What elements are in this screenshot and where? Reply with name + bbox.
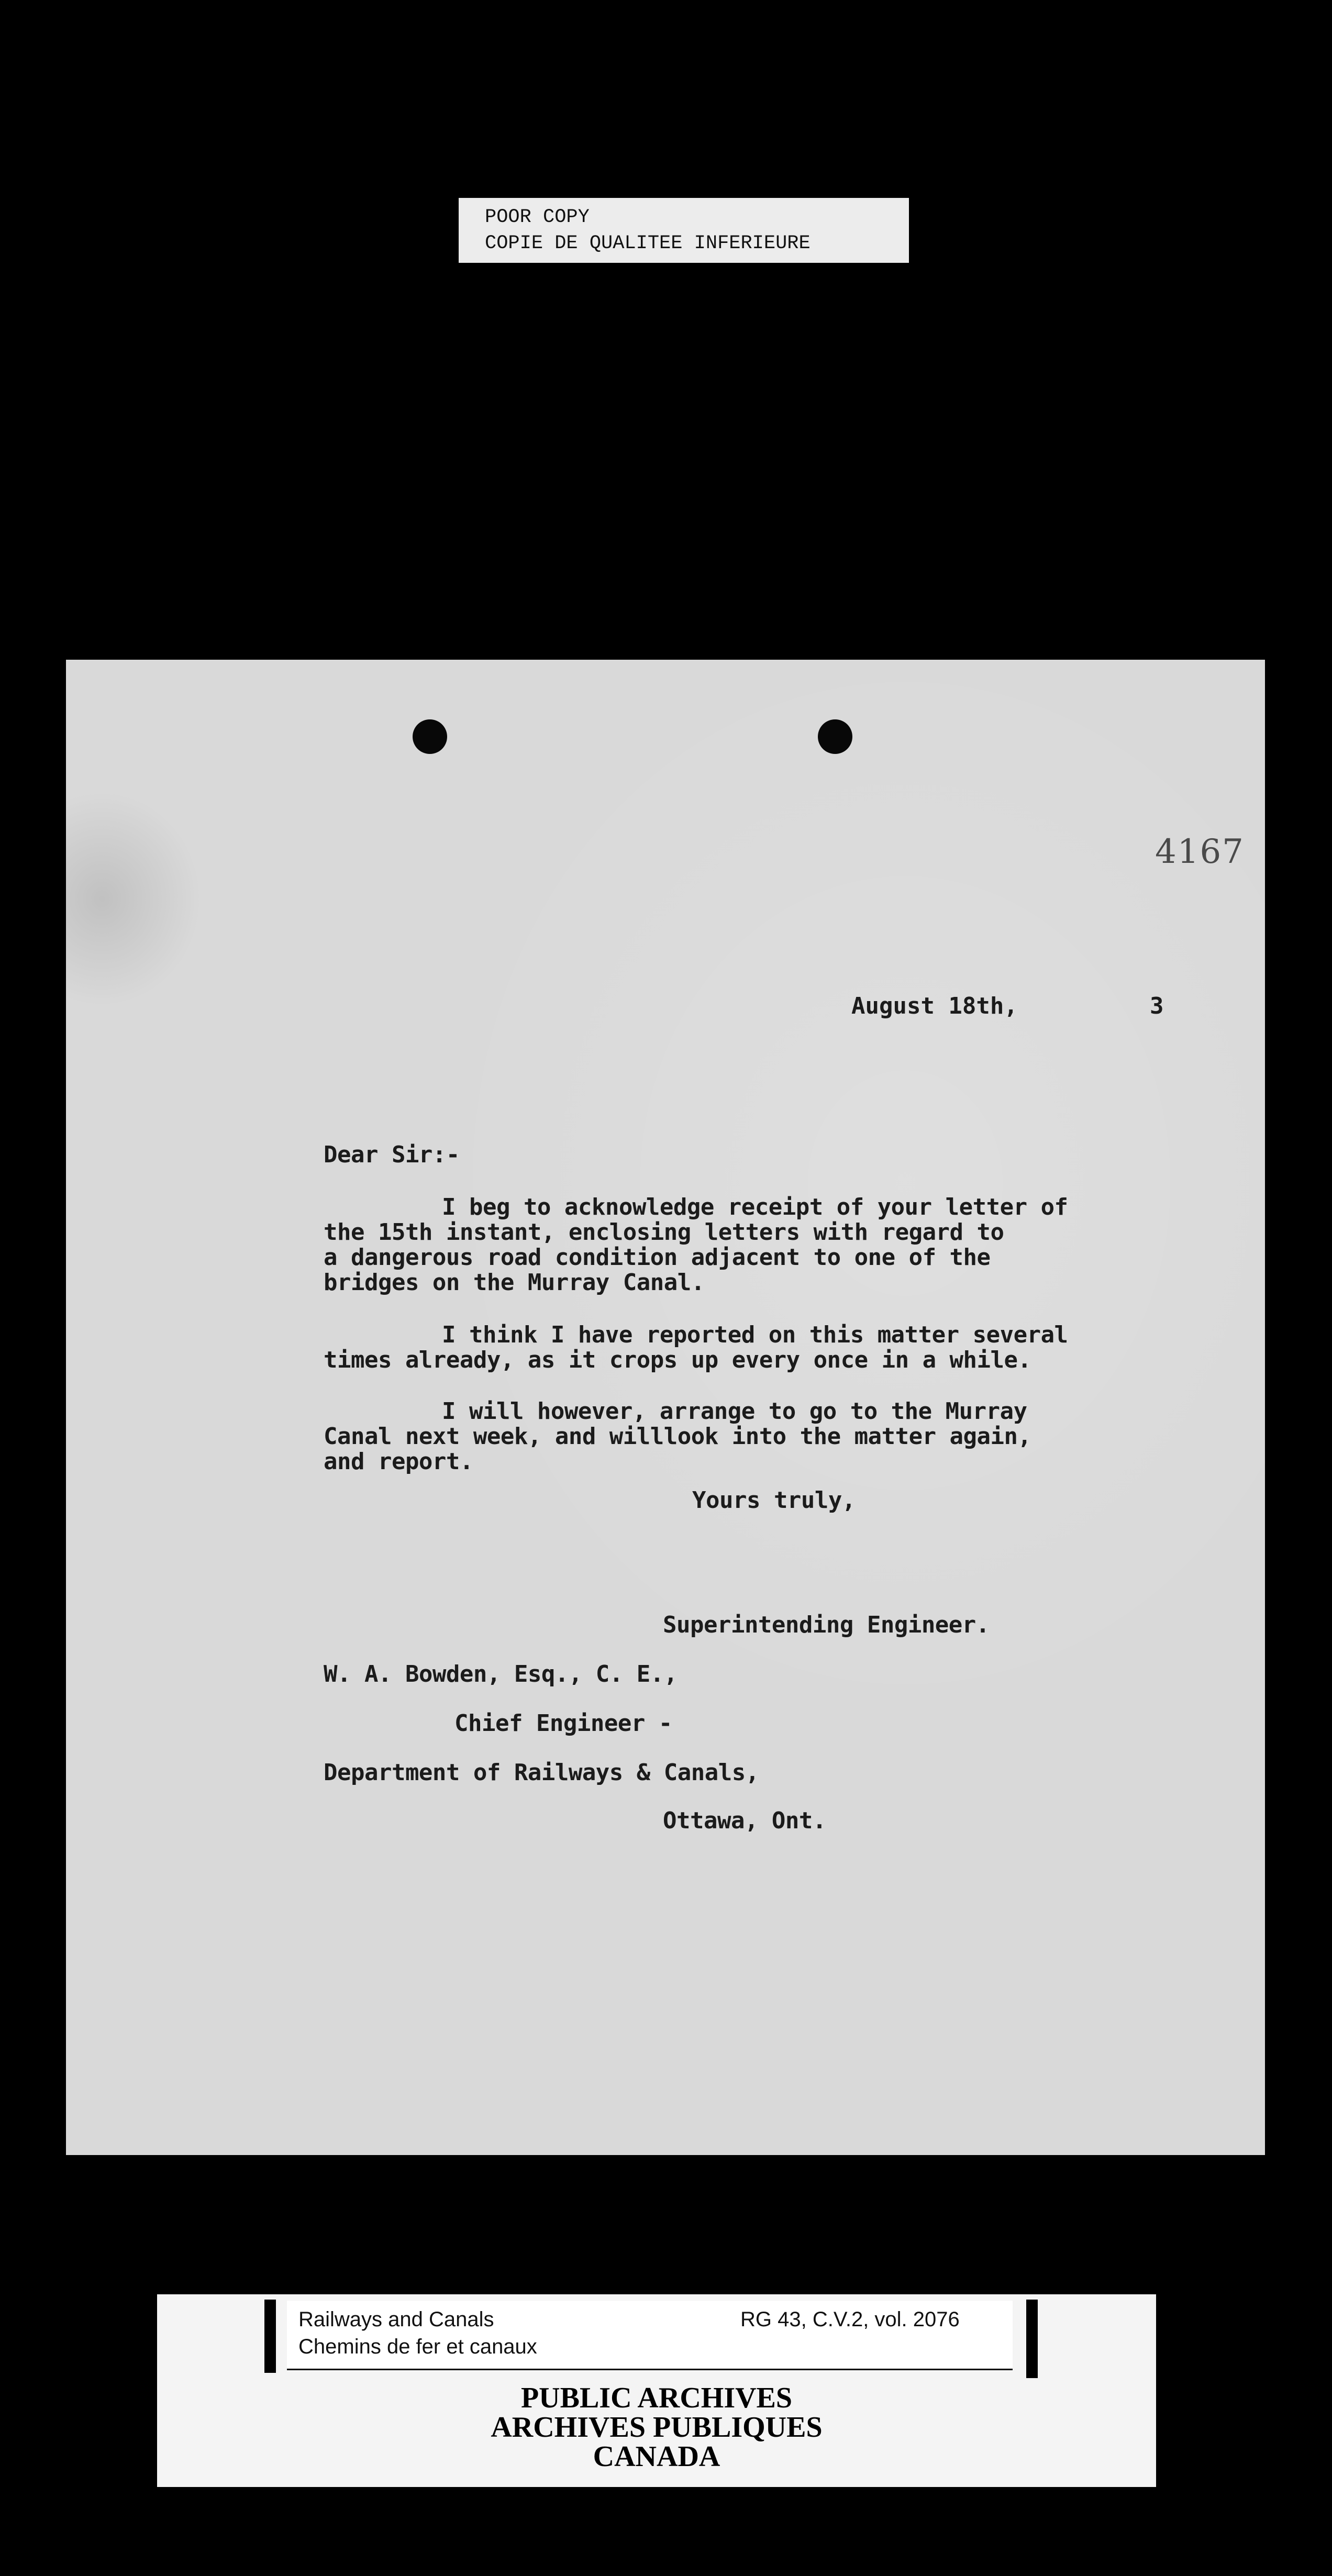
- archives-title: [157, 2383, 1156, 2471]
- letter-page: [66, 660, 1265, 2155]
- archive-reference: RG 43, C.V.2, vol. 2076: [740, 2308, 960, 2331]
- signature-title: Superintending Engineer.: [663, 1612, 990, 1638]
- series-box: [287, 2301, 1013, 2370]
- series-names: [298, 2306, 537, 2360]
- poor-copy-stamp: [459, 198, 909, 263]
- punch-hole-right: [818, 719, 852, 754]
- punch-hole-left: [413, 719, 447, 754]
- salutation: Dear Sir:-: [324, 1141, 460, 1168]
- archives-title-fr: ARCHIVES PUBLIQUES: [491, 2411, 823, 2444]
- closing: Yours truly,: [692, 1487, 856, 1514]
- label-bar-right: [1026, 2300, 1038, 2378]
- document-number: 4167: [1155, 832, 1245, 871]
- paragraph-3-line-3: and report.: [324, 1448, 473, 1475]
- poor-copy-line-fr: COPIE DE QUALITEE INFERIEURE: [485, 232, 811, 254]
- paragraph-1-line-3: a dangerous road condition adjacent to one of the: [324, 1244, 991, 1271]
- series-name-en: Railways and Canals: [298, 2308, 494, 2331]
- paragraph-3-line-2: Canal next week, and willlook into the matter again,: [324, 1423, 1031, 1450]
- paragraph-1-line-1: I beg to acknowledge receipt of your letter of: [442, 1194, 1068, 1220]
- archive-label: [157, 2294, 1156, 2487]
- poor-copy-line-en: POOR COPY: [485, 206, 590, 228]
- label-bar-left: [264, 2300, 276, 2373]
- letter-date-suffix: 3: [1150, 993, 1164, 1019]
- addressee-department: Department of Railways & Canals,: [324, 1759, 759, 1786]
- paragraph-1-line-4: bridges on the Murray Canal.: [324, 1269, 705, 1296]
- paragraph-3-line-1: I will however, arrange to go to the Murray: [442, 1398, 1027, 1425]
- archives-title-country: CANADA: [593, 2440, 720, 2473]
- addressee-title: Chief Engineer -: [454, 1710, 672, 1737]
- paragraph-2-line-1: I think I have reported on this matter several: [442, 1322, 1068, 1348]
- addressee-city: Ottawa, Ont.: [663, 1807, 826, 1834]
- letter-date: August 18th,: [851, 993, 1018, 1019]
- archives-title-en: PUBLIC ARCHIVES: [520, 2382, 793, 2414]
- series-name-fr: Chemins de fer et canaux: [298, 2335, 537, 2358]
- paragraph-2-line-2: times already, as it crops up every once in a while.: [324, 1347, 1031, 1373]
- addressee-name: W. A. Bowden, Esq., C. E.,: [324, 1661, 678, 1687]
- paragraph-1-line-2: the 15th instant, enclosing letters with regard to: [324, 1219, 1004, 1246]
